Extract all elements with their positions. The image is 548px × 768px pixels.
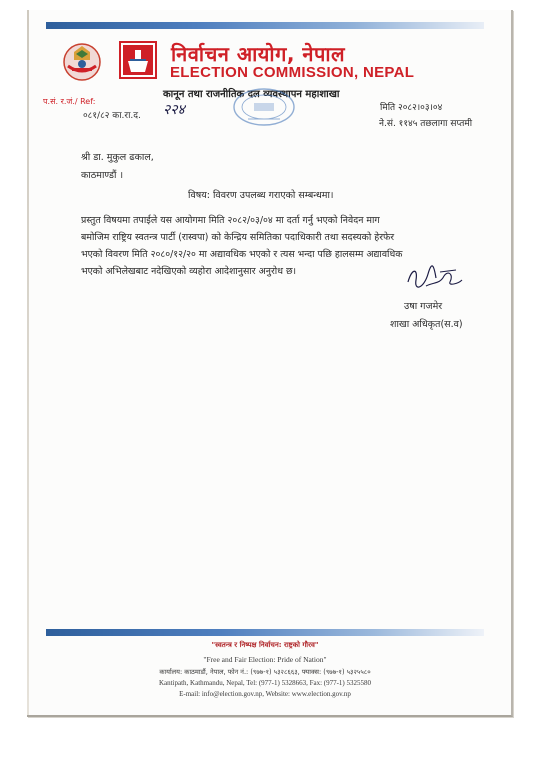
commission-title-nepali: निर्वाचन आयोग, नेपाल — [171, 42, 346, 66]
recipient-name: श्री डा. मुकुल ढकाल, — [81, 152, 154, 163]
handwritten-signature — [404, 262, 466, 294]
commission-title-english: ELECTION COMMISSION, NEPAL — [170, 64, 415, 81]
election-commission-logo-icon — [119, 41, 157, 79]
signer-designation: शाखा अधिकृत(स.व) — [390, 319, 463, 330]
reference-label: प.सं. र.जं./ Ref: — [43, 97, 96, 106]
header-bar — [46, 22, 484, 29]
signer-name: उषा गजमेर — [404, 301, 443, 312]
dispatch-number-handwritten: २२४ — [163, 102, 185, 118]
body-line: बमोजिम राष्ट्रिय स्वतन्त्र पार्टी (रास्वपा) को केन्द्रिय समितिका पदाधिकारी तथा सदस्यको हेरफेर — [81, 232, 395, 243]
footer-bar — [46, 629, 484, 636]
nepal-sambat-date: ने.सं. ११४५ तछलागा सप्तमी — [379, 119, 473, 129]
body-line: भएको विवरण मिति २०८०/१२/२० मा अद्यावधिक भएको र त्यस भन्दा पछि हालसम्म अद्यावधिक — [81, 249, 403, 260]
reference-number: ०८१/८२ का.रा.द. — [83, 111, 141, 121]
footer-office-nepali: कार्यालय: काठमाडौं, नेपाल, फोन नं.: (९७७-१) ५३२८६६३, फ्याक्स: (९७७-१) ५३२५५८० — [159, 668, 371, 676]
letter-date: मिति २०८२।०३।०४ — [380, 103, 443, 113]
footer-office-english: Kantipath, Kathmandu, Nepal, Tel: (977-1) 5328663, Fax: (977-1) 5325580 — [158, 679, 372, 687]
body-line: प्रस्तुत विषयमा तपाईले यस आयोगमा मिति २०८२/०३/०४ मा दर्ता गर्नु भएको निवेदन माग — [81, 215, 380, 226]
recipient-address: काठमाण्डौं । — [81, 170, 124, 181]
office-stamp — [230, 86, 298, 128]
footer-contact: E-mail: info@election.gov.np, Website: www.election.gov.np — [179, 690, 351, 698]
nepal-emblem-icon — [62, 42, 102, 82]
footer-motto-english: "Free and Fair Election: Pride of Nation" — [203, 655, 327, 664]
letter-subject: विषय: विवरण उपलब्ध गराएको सम्बन्धमा। — [188, 190, 334, 201]
body-line: भएको अभिलेखबाट नदेखिएको व्यहोरा आदेशानुसार अनुरोध छ। — [81, 266, 297, 277]
department-name: कानून तथा राजनीतिक दल व्यवस्थापन महाशाखा — [163, 89, 340, 100]
scan-edge — [27, 10, 29, 715]
footer-motto-nepali: "स्वतन्त्र र निष्पक्ष निर्वाचन: राष्ट्रको गौरव" — [211, 641, 319, 649]
